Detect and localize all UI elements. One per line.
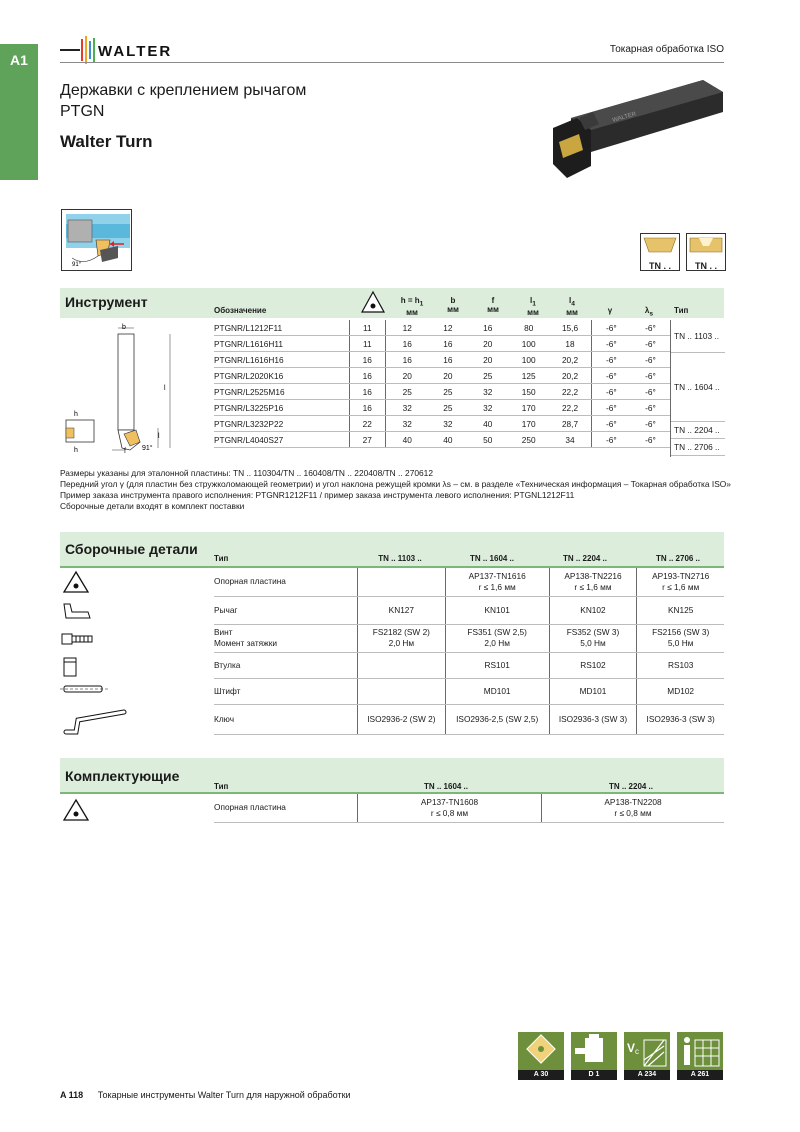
- svg-text:h: h: [74, 447, 78, 454]
- part-cell-line: 2,0 Нм: [388, 638, 415, 648]
- accessories-title: Комплектующие: [65, 768, 180, 784]
- value-cell: 100: [508, 352, 549, 368]
- chapter-tab: [0, 44, 38, 180]
- part-cell-line: AP137-TN1616: [468, 570, 526, 581]
- instrument-table: [214, 320, 670, 448]
- value-cell: 11: [349, 320, 385, 336]
- shim-triangle-icon: [60, 798, 92, 822]
- sleeve-icon: [60, 656, 80, 678]
- table-row: [214, 596, 724, 624]
- table-row: [214, 416, 670, 432]
- part-cell-line: ISO2936-3 (SW 3): [646, 713, 715, 724]
- part-cell-line: 5,0 Нм: [667, 638, 694, 648]
- value-cell: 170: [508, 400, 549, 416]
- value-cell: -6°: [591, 320, 631, 336]
- value-cell: -6°: [591, 432, 631, 448]
- value-cell: 25: [467, 368, 508, 384]
- part-cell-line: AP137-TN1608: [420, 796, 479, 807]
- svg-text:l: l: [158, 433, 160, 440]
- value-cell: 20: [385, 368, 428, 384]
- col-lambda-header: $\lambda_s$: [644, 306, 654, 318]
- type-cell: TN .. 1103 ..: [671, 320, 725, 353]
- ref-label: D 1: [571, 1070, 617, 1080]
- svg-text:WALTER: WALTER: [611, 111, 637, 124]
- insert-badge-2-label: TN . .: [695, 261, 717, 271]
- value-cell: 32: [385, 400, 428, 416]
- part-cell: [637, 652, 724, 678]
- assembly-table: [214, 568, 724, 735]
- svg-text:h: h: [74, 411, 78, 418]
- accessories-col-header: TN .. 2204 ..: [608, 782, 654, 791]
- part-cell: [358, 596, 446, 624]
- value-cell: 40: [385, 432, 428, 448]
- value-cell: 100: [508, 336, 549, 352]
- value-cell: 20: [428, 368, 467, 384]
- value-cell: 16: [349, 384, 385, 400]
- assembly-col-header: TN .. 2706 ..: [655, 554, 701, 563]
- type-cell: TN .. 2706 ..: [671, 439, 725, 456]
- part-label: [214, 678, 358, 704]
- value-cell: -6°: [631, 432, 670, 448]
- part-cell-line: r ≤ 0,8 мм: [430, 807, 469, 818]
- application-diagram: [61, 209, 132, 271]
- pin-icon: [60, 682, 108, 696]
- ref-label: A 30: [518, 1070, 564, 1080]
- value-cell: -6°: [631, 352, 670, 368]
- part-cell-line: FS351 (SW 2,5): [467, 627, 527, 637]
- table-row: [214, 794, 724, 822]
- part-cell: [358, 794, 542, 822]
- value-cell: 34: [549, 432, 591, 448]
- part-cell: [358, 704, 446, 734]
- value-cell: 32: [467, 384, 508, 400]
- value-cell: 16: [349, 368, 385, 384]
- type-cell: TN .. 1604 ..: [671, 353, 725, 422]
- clamping-ref-icon[interactable]: [571, 1032, 617, 1080]
- value-cell: -6°: [591, 384, 631, 400]
- col-h-header: $h = h_1$ мм: [400, 296, 424, 317]
- part-cell: [637, 678, 724, 704]
- hex-key-icon: [60, 706, 128, 736]
- value-cell: 16: [349, 352, 385, 368]
- designation-cell: PTGNR/L1212F11: [214, 320, 349, 336]
- part-cell-line: FS352 (SW 3): [566, 627, 620, 637]
- footer: [60, 1090, 351, 1100]
- cutting-data-ref-icon[interactable]: [624, 1032, 670, 1080]
- svg-text:b: b: [122, 324, 126, 331]
- page-title-line2: PTGN: [60, 103, 105, 120]
- value-cell: 170: [508, 416, 549, 432]
- insert-badge-2: [686, 233, 726, 271]
- part-cell: [445, 678, 549, 704]
- part-cell-line: RS102: [580, 659, 606, 670]
- col-type-header: Тип: [674, 306, 689, 315]
- value-cell: -6°: [631, 320, 670, 336]
- value-cell: -6°: [591, 400, 631, 416]
- value-cell: 20,2: [549, 368, 591, 384]
- assembly-col-header: TN .. 2204 ..: [562, 554, 608, 563]
- part-cell: [358, 678, 446, 704]
- part-label: [214, 568, 358, 596]
- designation-cell: PTGNR/L2525M16: [214, 384, 349, 400]
- value-cell: 22,2: [549, 384, 591, 400]
- ref-label: A 234: [624, 1070, 670, 1080]
- part-label-line: Штифт: [214, 685, 241, 696]
- value-cell: -6°: [631, 336, 670, 352]
- part-label-line: Ключ: [214, 713, 235, 724]
- part-cell-line: AP138-TN2208: [604, 796, 662, 807]
- insert-badge-1-label: TN . .: [649, 261, 671, 271]
- holder-dimension-drawing: [60, 320, 210, 460]
- table-row: [214, 624, 724, 652]
- value-cell: 25: [428, 400, 467, 416]
- part-cell: [445, 624, 549, 652]
- part-cell-line: AP193-TN2716: [652, 570, 710, 581]
- part-cell: [637, 704, 724, 734]
- type-cell: TN .. 2204 ..: [671, 422, 725, 439]
- designation-cell: PTGNR/L3232P22: [214, 416, 349, 432]
- table-row: [214, 568, 724, 596]
- insert-badge-1: [640, 233, 680, 271]
- value-cell: -6°: [591, 336, 631, 352]
- value-cell: 32: [385, 416, 428, 432]
- table-row: [214, 336, 670, 352]
- svg-text:V: V: [627, 1041, 636, 1055]
- part-cell-line: 5,0 Нм: [580, 638, 606, 648]
- part-label-line: Втулка: [214, 659, 241, 670]
- info-ref-icon[interactable]: [677, 1032, 723, 1080]
- value-cell: -6°: [631, 400, 670, 416]
- value-cell: 11: [349, 336, 385, 352]
- table-row: [214, 704, 724, 734]
- value-cell: 16: [467, 320, 508, 336]
- part-cell-line: r ≤ 0,8 мм: [614, 807, 652, 818]
- value-cell: 22: [349, 416, 385, 432]
- assembly-title: Сборочные детали: [65, 541, 198, 557]
- type-column: [670, 320, 725, 457]
- part-cell-line: r ≤ 1,6 мм: [478, 581, 516, 592]
- value-cell: -6°: [631, 416, 670, 432]
- designation-cell: PTGNR/L3225P16: [214, 400, 349, 416]
- part-cell: [541, 794, 724, 822]
- value-cell: 16: [428, 336, 467, 352]
- col-f-header: f мм: [487, 296, 499, 314]
- part-cell-line: AP138-TN2216: [564, 570, 622, 581]
- part-cell: [637, 568, 724, 596]
- insert-ref-icon[interactable]: [518, 1032, 564, 1080]
- page-title-line1: Державки с креплением рычагом: [60, 82, 307, 99]
- svg-text:91°: 91°: [142, 445, 153, 452]
- value-cell: 25: [428, 384, 467, 400]
- value-cell: -6°: [591, 368, 631, 384]
- part-cell: [549, 678, 637, 704]
- designation-cell: PTGNR/L4040S27: [214, 432, 349, 448]
- value-cell: 32: [467, 400, 508, 416]
- value-cell: 20: [467, 336, 508, 352]
- value-cell: 25: [385, 384, 428, 400]
- value-cell: -6°: [591, 352, 631, 368]
- part-label-line: Рычаг: [214, 604, 238, 615]
- part-cell-line: KN125: [667, 604, 694, 615]
- part-cell-line: MD101: [483, 685, 511, 696]
- value-cell: -6°: [631, 368, 670, 384]
- part-label-line: Момент затяжки: [214, 638, 277, 648]
- value-cell: 20: [467, 352, 508, 368]
- part-label-line: Винт: [214, 627, 233, 637]
- note-line: Передний угол γ (для пластин без стружколомающей геометрии) и угол наклона режущей кромки λs – см. в разделе «Техническая информация – Токарная обработка ISO»: [60, 479, 731, 489]
- accessories-type-header: Тип: [214, 782, 229, 791]
- part-cell-line: RS103: [667, 659, 694, 670]
- product-line: Walter Turn: [60, 132, 153, 151]
- part-label: [214, 652, 358, 678]
- ref-label: A 261: [677, 1070, 723, 1080]
- value-cell: 12: [428, 320, 467, 336]
- part-cell: [358, 568, 446, 596]
- chapter-tab-label: A1: [10, 52, 28, 68]
- lever-icon: [60, 600, 94, 622]
- value-cell: 125: [508, 368, 549, 384]
- part-cell-line: 2,0 Нм: [484, 638, 510, 648]
- table-row: [214, 320, 670, 336]
- value-cell: 32: [428, 416, 467, 432]
- part-cell-line: r ≤ 1,6 мм: [662, 581, 700, 592]
- part-cell-line: MD101: [579, 685, 607, 696]
- part-cell: [549, 568, 637, 596]
- note-line: Сборочные детали входят в комплект поставки: [60, 501, 245, 511]
- table-row: [214, 432, 670, 448]
- part-label: [214, 596, 358, 624]
- designation-cell: PTGNR/L2020K16: [214, 368, 349, 384]
- value-cell: -6°: [631, 384, 670, 400]
- page-title: [60, 80, 306, 122]
- part-cell: [358, 652, 446, 678]
- col-gamma-header: γ: [607, 306, 613, 315]
- shim-triangle-icon: [60, 570, 92, 594]
- table-row: [214, 400, 670, 416]
- value-cell: 18: [549, 336, 591, 352]
- value-cell: 40: [428, 432, 467, 448]
- value-cell: -6°: [591, 416, 631, 432]
- part-cell: [445, 568, 549, 596]
- designation-cell: PTGNR/L1616H11: [214, 336, 349, 352]
- value-cell: 50: [467, 432, 508, 448]
- note-line: Размеры указаны для эталонной пластины: TN .. 110304/TN .. 160408/TN .. 220408/TN .. 270612: [60, 468, 433, 478]
- assembly-col-header: TN .. 1103 ..: [378, 554, 422, 563]
- part-cell: [549, 596, 637, 624]
- svg-text:c: c: [635, 1047, 639, 1056]
- value-cell: 250: [508, 432, 549, 448]
- part-label: [214, 624, 358, 652]
- part-cell: [549, 704, 637, 734]
- value-cell: 15,6: [549, 320, 591, 336]
- part-cell-line: FS2156 (SW 3): [652, 627, 710, 637]
- value-cell: 16: [349, 400, 385, 416]
- part-cell-line: KN127: [388, 604, 415, 615]
- part-cell-line: FS2182 (SW 2): [372, 627, 430, 637]
- tool-holder-image: [553, 78, 723, 182]
- table-row: [214, 384, 670, 400]
- part-cell: [549, 624, 637, 652]
- header-divider: [60, 62, 724, 63]
- part-cell-line: MD102: [667, 685, 695, 696]
- part-label: [214, 704, 358, 734]
- accessories-col-header: TN .. 1604 ..: [423, 782, 469, 791]
- value-cell: 16: [428, 352, 467, 368]
- value-cell: 80: [508, 320, 549, 336]
- svg-text:l: l: [164, 385, 166, 392]
- col-l1-header: $l_1$ мм: [527, 296, 539, 317]
- notes-block: [60, 468, 731, 512]
- svg-text:f: f: [124, 448, 126, 455]
- table-row: [214, 678, 724, 704]
- insert-ic-icon: [358, 288, 388, 318]
- designation-cell: PTGNR/L1616H16: [214, 352, 349, 368]
- part-label: Опорная пластина: [214, 794, 358, 822]
- brand-name: WALTER: [98, 43, 173, 60]
- diagram-angle-label: 91°: [72, 262, 82, 268]
- value-cell: 16: [385, 336, 428, 352]
- screw-icon: [60, 628, 98, 650]
- part-cell: [358, 624, 446, 652]
- part-cell-line: r ≤ 1,6 мм: [574, 581, 612, 592]
- part-cell: [549, 652, 637, 678]
- instrument-title: Инструмент: [65, 294, 148, 310]
- value-cell: 20,2: [549, 352, 591, 368]
- assembly-col-header: TN .. 1604 ..: [469, 554, 515, 563]
- footer-text: Токарные инструменты Walter Turn для наружной обработки: [97, 1090, 351, 1100]
- part-cell: [637, 624, 724, 652]
- part-cell-line: ISO2936-3 (SW 3): [558, 713, 628, 724]
- designation-header: Обозначение: [214, 306, 267, 315]
- part-cell: [637, 596, 724, 624]
- accessories-table: [214, 794, 724, 823]
- note-line: Пример заказа инструмента правого исполнения: PTGNR1212F11 / пример заказа инструмента левого исполнения: PTGNL1212F11: [60, 490, 575, 500]
- table-row: [214, 368, 670, 384]
- part-cell-line: KN101: [484, 604, 510, 615]
- value-cell: 22,2: [549, 400, 591, 416]
- table-row: [214, 352, 670, 368]
- col-l4-header: $l_4$ мм: [566, 296, 578, 317]
- part-cell: [445, 704, 549, 734]
- page-number: A 118: [60, 1090, 84, 1100]
- part-cell-line: ISO2936-2 (SW 2): [367, 713, 436, 724]
- part-label-line: Опорная пластина: [214, 576, 286, 587]
- value-cell: 150: [508, 384, 549, 400]
- part-cell-line: ISO2936-2,5 (SW 2,5): [456, 713, 539, 724]
- assembly-type-header: Тип: [214, 554, 229, 563]
- section-header: Токарная обработка ISO: [609, 44, 724, 55]
- part-cell: [445, 652, 549, 678]
- value-cell: 27: [349, 432, 385, 448]
- part-cell-line: KN102: [580, 604, 606, 615]
- value-cell: 16: [385, 352, 428, 368]
- value-cell: 28,7: [549, 416, 591, 432]
- col-b-header: b мм: [447, 296, 459, 314]
- table-row: [214, 652, 724, 678]
- value-cell: 12: [385, 320, 428, 336]
- part-cell: [445, 596, 549, 624]
- part-cell-line: RS101: [484, 659, 510, 670]
- value-cell: 40: [467, 416, 508, 432]
